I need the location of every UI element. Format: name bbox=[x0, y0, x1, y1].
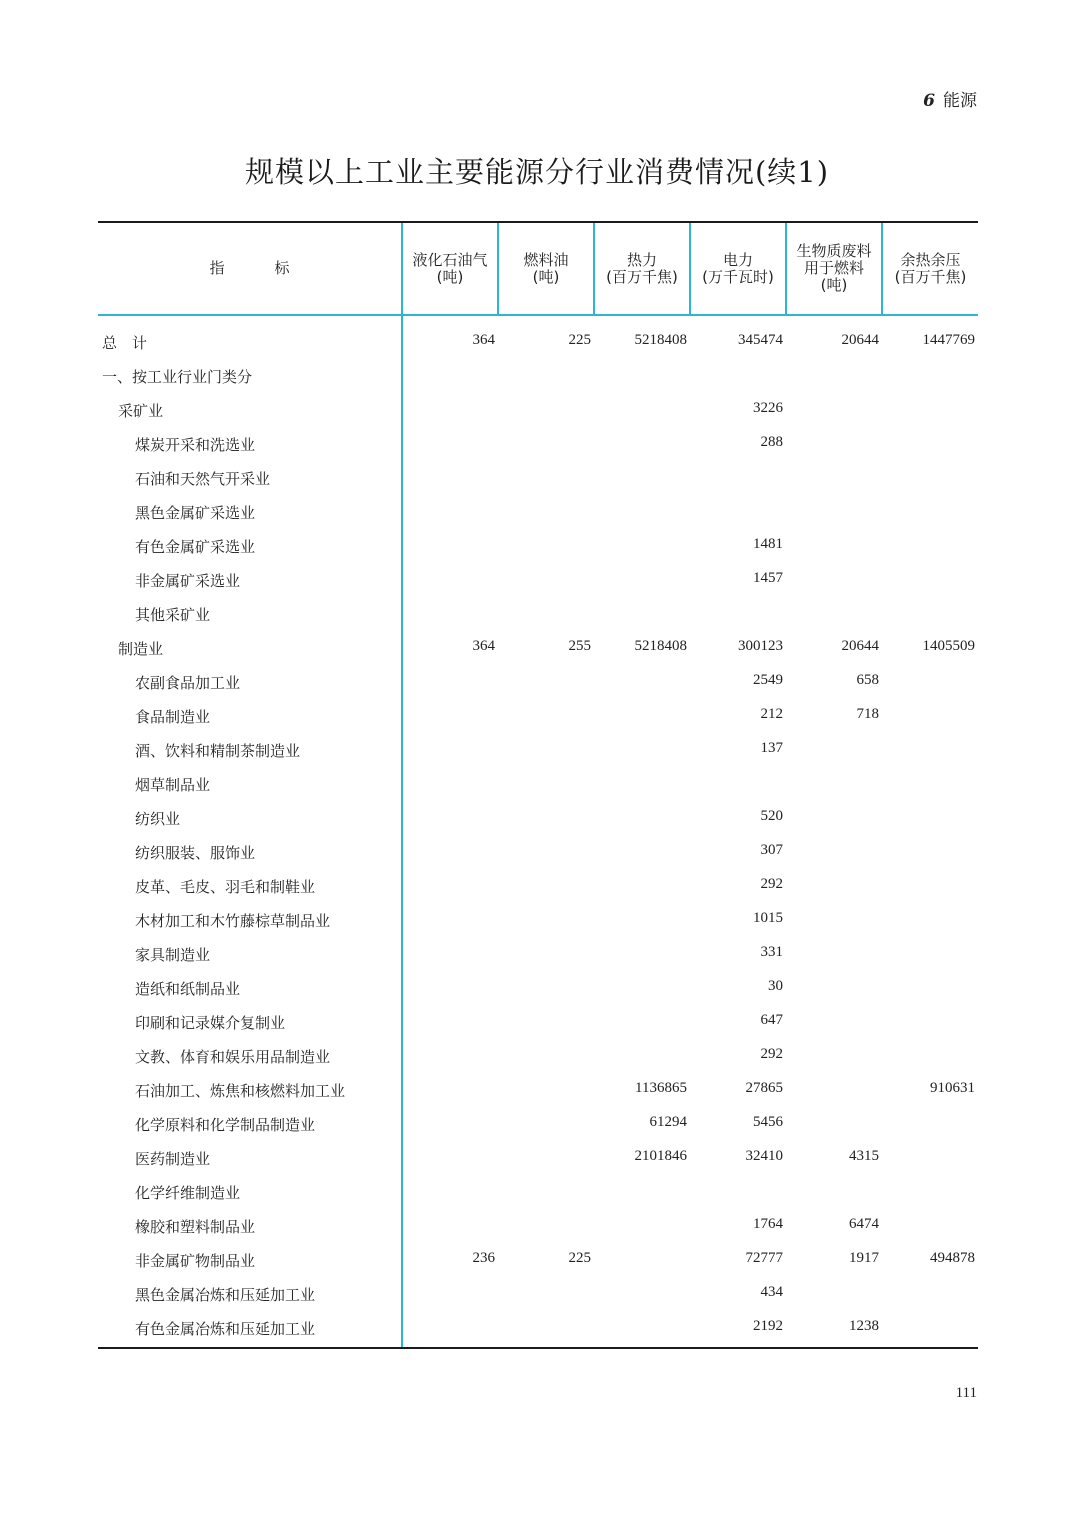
table-row bbox=[98, 1003, 978, 1037]
cell-value: 658 bbox=[856, 672, 879, 688]
row-label: 医药制造业 bbox=[135, 1150, 211, 1168]
cell-value: 61294 bbox=[649, 1114, 687, 1130]
row-label: 黑色金属矿采选业 bbox=[135, 504, 256, 522]
row-label: 农副食品加工业 bbox=[135, 674, 241, 692]
row-label: 制造业 bbox=[118, 640, 164, 658]
cell-value: 27865 bbox=[745, 1080, 783, 1096]
page-number: 111 bbox=[955, 1385, 977, 1401]
cell-value: 910631 bbox=[930, 1080, 975, 1096]
row-label: 文教、体育和娱乐用品制造业 bbox=[135, 1048, 331, 1066]
table-row bbox=[98, 799, 978, 833]
row-label: 黑色金属冶炼和压延加工业 bbox=[135, 1286, 316, 1304]
page-title: 规模以上工业主要能源分行业消费情况(续1) bbox=[244, 155, 830, 189]
row-label: 纺织服装、服饰业 bbox=[135, 844, 256, 862]
cell-value: 494878 bbox=[930, 1250, 975, 1266]
table-row bbox=[98, 935, 978, 969]
cell-value: 292 bbox=[760, 1046, 783, 1062]
cell-value: 647 bbox=[760, 1012, 783, 1028]
cell-value: 30 bbox=[768, 978, 783, 994]
cell-value: 236 bbox=[472, 1250, 495, 1266]
cell-value: 1917 bbox=[849, 1250, 879, 1266]
row-label: 总 计 bbox=[102, 334, 148, 352]
table-row bbox=[98, 663, 978, 697]
table-header bbox=[98, 223, 978, 314]
cell-value: 2192 bbox=[753, 1318, 783, 1334]
cell-value: 225 bbox=[568, 1250, 591, 1266]
table-row bbox=[98, 425, 978, 459]
cell-value: 364 bbox=[472, 638, 495, 654]
row-label: 橡胶和塑料制品业 bbox=[135, 1218, 256, 1236]
column-header: 燃料油 (吨) bbox=[523, 250, 569, 286]
chapter-number: 6 bbox=[923, 91, 935, 111]
table-row bbox=[98, 1173, 978, 1207]
table-row bbox=[98, 1207, 978, 1241]
column-header: 电力 (万千瓦时) bbox=[702, 250, 774, 286]
row-label: 非金属矿采选业 bbox=[135, 572, 241, 590]
cell-value: 1238 bbox=[849, 1318, 879, 1334]
table-row bbox=[98, 391, 978, 425]
row-label: 烟草制品业 bbox=[135, 776, 211, 794]
cell-value: 72777 bbox=[745, 1250, 783, 1266]
table-header-rule bbox=[98, 314, 978, 316]
row-label: 家具制造业 bbox=[135, 946, 211, 964]
cell-value: 6474 bbox=[849, 1216, 879, 1232]
row-label: 造纸和纸制品业 bbox=[135, 980, 241, 998]
table-row bbox=[98, 697, 978, 731]
running-header bbox=[923, 86, 977, 111]
cell-value: 1447769 bbox=[922, 332, 975, 348]
table-row bbox=[98, 731, 978, 765]
row-label: 木材加工和木竹藤棕草制品业 bbox=[135, 912, 331, 930]
cell-value: 364 bbox=[472, 332, 495, 348]
cell-value: 2101846 bbox=[634, 1148, 687, 1164]
table-row bbox=[98, 323, 978, 357]
table-row bbox=[98, 867, 978, 901]
table-row bbox=[98, 765, 978, 799]
column-header: 液化石油气 (吨) bbox=[412, 250, 488, 286]
table-row bbox=[98, 459, 978, 493]
column-header: 余热余压 (百万千焦) bbox=[894, 250, 967, 286]
table-row bbox=[98, 595, 978, 629]
row-label: 采矿业 bbox=[118, 402, 164, 420]
table-row bbox=[98, 629, 978, 663]
cell-value: 1015 bbox=[753, 910, 783, 926]
table-row bbox=[98, 969, 978, 1003]
table-row bbox=[98, 527, 978, 561]
row-label: 石油和天然气开采业 bbox=[135, 470, 271, 488]
cell-value: 3226 bbox=[753, 400, 783, 416]
table-row bbox=[98, 1275, 978, 1309]
cell-value: 5456 bbox=[753, 1114, 783, 1130]
table-bottom-rule bbox=[98, 1347, 978, 1349]
cell-value: 331 bbox=[760, 944, 783, 960]
cell-value: 292 bbox=[760, 876, 783, 892]
cell-value: 718 bbox=[856, 706, 879, 722]
cell-value: 1405509 bbox=[922, 638, 975, 654]
table-row bbox=[98, 493, 978, 527]
cell-value: 1764 bbox=[753, 1216, 783, 1232]
table-body bbox=[98, 323, 978, 1343]
cell-value: 225 bbox=[568, 332, 591, 348]
cell-value: 1481 bbox=[753, 536, 783, 552]
row-label: 印刷和记录媒介复制业 bbox=[135, 1014, 286, 1032]
cell-value: 345474 bbox=[738, 332, 783, 348]
cell-value: 212 bbox=[760, 706, 783, 722]
row-label: 食品制造业 bbox=[135, 708, 211, 726]
row-label: 非金属矿物制品业 bbox=[135, 1252, 256, 1270]
cell-value: 255 bbox=[568, 638, 591, 654]
chapter-title: 能源 bbox=[943, 91, 977, 111]
row-label: 煤炭开采和洗选业 bbox=[135, 436, 256, 454]
cell-value: 288 bbox=[760, 434, 783, 450]
table-row bbox=[98, 1105, 978, 1139]
cell-value: 520 bbox=[760, 808, 783, 824]
cell-value: 4315 bbox=[849, 1148, 879, 1164]
row-label: 其他采矿业 bbox=[135, 606, 211, 624]
cell-value: 20644 bbox=[841, 638, 879, 654]
table-row bbox=[98, 1071, 978, 1105]
row-label: 酒、饮料和精制茶制造业 bbox=[135, 742, 301, 760]
table-row bbox=[98, 833, 978, 867]
cell-value: 307 bbox=[760, 842, 783, 858]
row-label: 化学原料和化学制品制造业 bbox=[135, 1116, 316, 1134]
row-label: 皮革、毛皮、羽毛和制鞋业 bbox=[135, 878, 316, 896]
table-row bbox=[98, 1309, 978, 1343]
table-row bbox=[98, 901, 978, 935]
indicator-header: 指标 bbox=[209, 259, 340, 277]
cell-value: 137 bbox=[760, 740, 783, 756]
cell-value: 20644 bbox=[841, 332, 879, 348]
table-row bbox=[98, 561, 978, 595]
cell-value: 300123 bbox=[738, 638, 783, 654]
cell-value: 5218408 bbox=[634, 638, 687, 654]
row-label: 有色金属矿采选业 bbox=[135, 538, 256, 556]
column-header: 热力 (百万千焦) bbox=[606, 250, 678, 286]
table-row bbox=[98, 1241, 978, 1275]
row-label: 有色金属冶炼和压延加工业 bbox=[135, 1320, 316, 1338]
column-header: 生物质废料 用于燃料 (吨) bbox=[796, 242, 872, 294]
cell-value: 434 bbox=[760, 1284, 783, 1300]
cell-value: 1136865 bbox=[635, 1080, 687, 1096]
row-label: 化学纤维制造业 bbox=[135, 1184, 241, 1202]
cell-value: 1457 bbox=[753, 570, 783, 586]
table-row bbox=[98, 1139, 978, 1173]
row-label: 纺织业 bbox=[135, 810, 181, 828]
cell-value: 2549 bbox=[753, 672, 783, 688]
table-row bbox=[98, 357, 978, 391]
cell-value: 32410 bbox=[745, 1148, 783, 1164]
table-row bbox=[98, 1037, 978, 1071]
row-label: 一、按工业行业门类分 bbox=[102, 368, 253, 386]
row-label: 石油加工、炼焦和核燃料加工业 bbox=[135, 1082, 346, 1100]
cell-value: 5218408 bbox=[634, 332, 687, 348]
